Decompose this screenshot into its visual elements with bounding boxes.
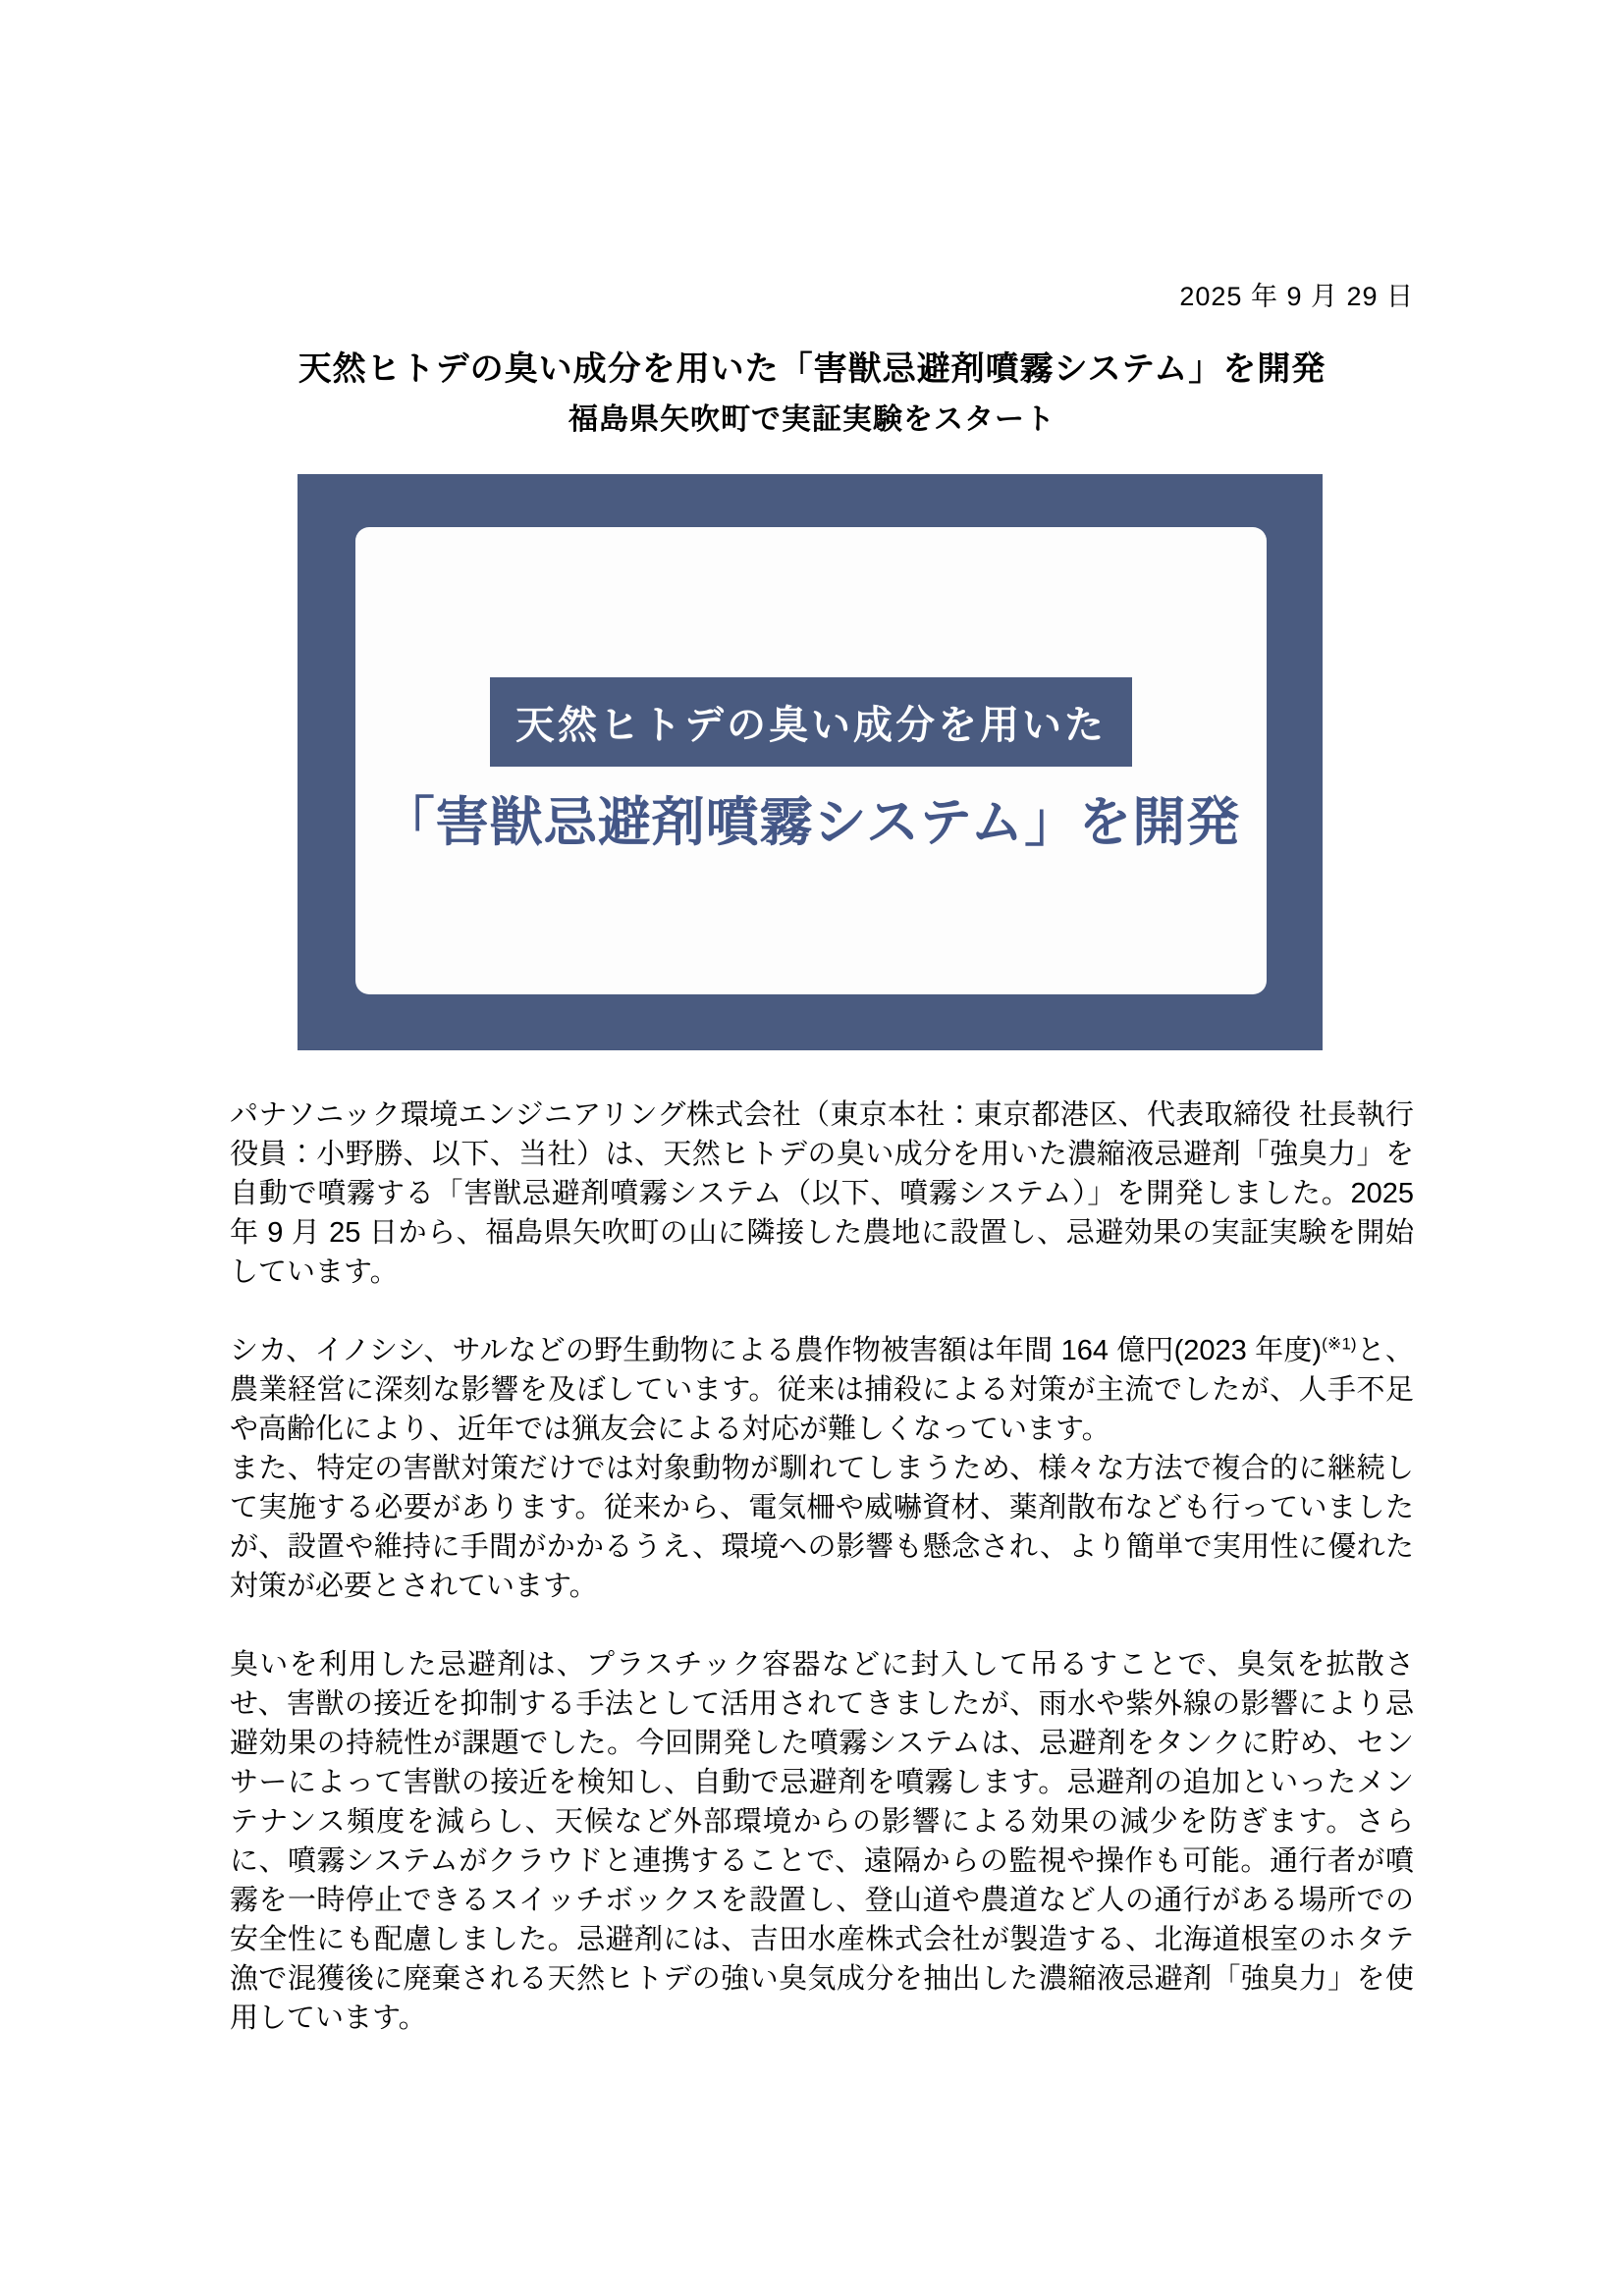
paragraph-damage-statistics — [230, 1331, 1414, 1449]
page-title: 天然ヒトデの臭い成分を用いた「害獣忌避剤噴霧システム」を開発 — [298, 350, 1326, 388]
damage-statistics-continued: と、農業経営に深刻な影響を及ぼしています。従来は捕殺による対策が主流でしたが、人手不足や高齢化により、近年では猟友会による対応が難しくなっています。 — [230, 1335, 1414, 1445]
body-text — [230, 1095, 1414, 2038]
banner-inner-panel — [355, 527, 1267, 994]
banner-tagline: 天然ヒトデの臭い成分を用いた — [490, 677, 1132, 767]
paragraph-company-announcement: パナソニック環境エンジニアリング株式会社（東京本社：東京都港区、代表取締役 社長執行役員：小野勝、以下、当社）は、天然ヒトデの臭い成分を用いた濃縮液忌避剤「強臭力」を自動で噴霧する「害獣忌避剤噴霧システム（以下、噴霧システム）」を開発しました。2025 年 9 月 25 日から、福島県矢吹町の山に隣接した農地に設置し、忌避効果の実証実験を開始しています。 — [230, 1099, 1414, 1288]
release-date: 2025 年 9 月 29 日 — [1179, 282, 1414, 311]
banner-image — [298, 474, 1323, 1050]
footnote-reference-1: (※1) — [1322, 1334, 1357, 1354]
page-subtitle: 福島県矢吹町で実証実験をスタート — [568, 403, 1056, 436]
paragraph-countermeasure-challenges: また、特定の害獣対策だけでは対象動物が馴れてしまうため、様々な方法で複合的に継続して実施する必要があります。従来から、電気柵や威嚇資材、薬剤散布なども行っていましたが、設置や維持に手間がかかるうえ、環境への影響も懸念され、より簡単で実用性に優れた対策が必要とされています。 — [230, 1453, 1414, 1602]
paragraph-system-description: 臭いを利用した忌避剤は、プラスチック容器などに封入して吊るすことで、臭気を拡散させ、害獣の接近を抑制する手法として活用されてきましたが、雨水や紫外線の影響により忌避効果の持続性が課題でした。今回開発した噴霧システムは、忌避剤をタンクに貯め、センサーによって害獣の接近を検知し、自動で忌避剤を噴霧します。忌避剤の追加といったメンテナンス頻度を減らし、天候など外部環境からの影響による効果の減少を防ぎます。さらに、噴霧システムがクラウドと連携することで、遠隔からの監視や操作も可能。通行者が噴霧を一時停止できるスイッチボックスを設置し、登山道や農道など人の通行がある場所での安全性にも配慮しました。忌避剤には、吉田水産株式会社が製造する、北海道根室のホタテ漁で混獲後に廃棄される天然ヒトデの強い臭気成分を抽出した濃縮液忌避剤「強臭力」を使用しています。 — [230, 1649, 1414, 2034]
damage-statistics-text: シカ、イノシシ、サルなどの野生動物による農作物被害額は年間 164 億円(2023 年度) — [230, 1335, 1323, 1366]
banner-heading: 「害獣忌避剤噴霧システム」を開発 — [381, 793, 1241, 852]
